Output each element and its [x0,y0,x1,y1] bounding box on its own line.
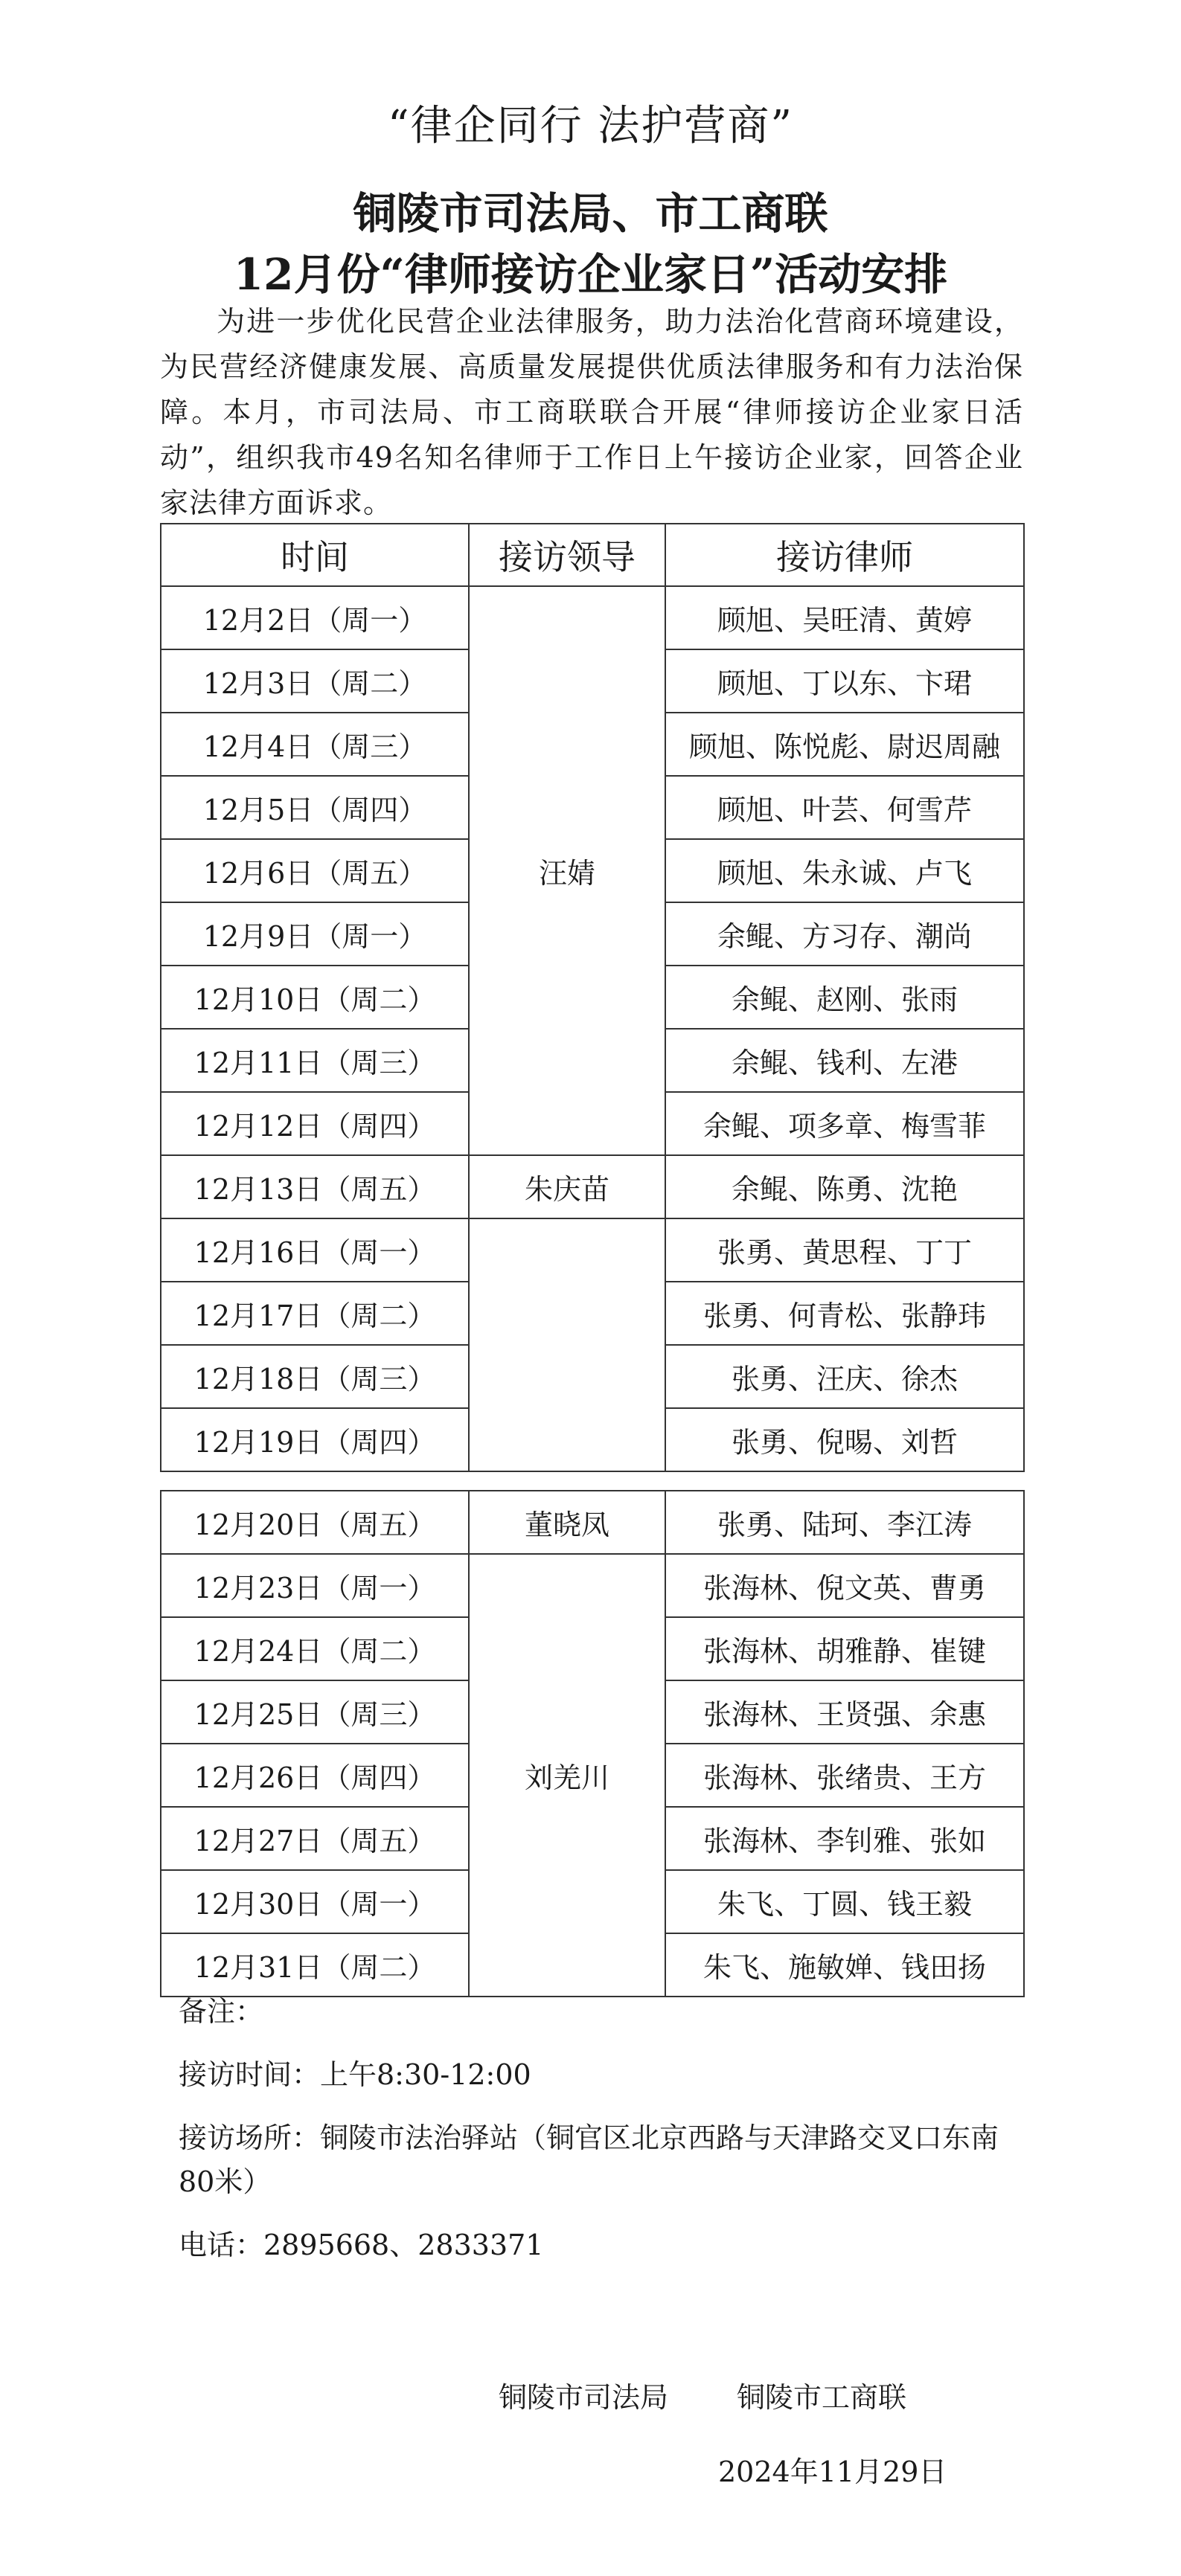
cell-lawyers: 顾旭、陈悦彪、尉迟周融 [665,713,1024,776]
cell-lawyers: 余鲲、方习存、潮尚 [665,902,1024,966]
cell-lawyers: 朱飞、施敏婵、钱田扬 [665,1933,1024,1997]
header-time: 时间 [161,524,469,586]
cell-lawyers: 顾旭、朱永诚、卢飞 [665,839,1024,902]
signature-org-commerce: 铜陵市工商联 [737,2381,907,2414]
cell-lawyers: 余鲲、赵刚、张雨 [665,966,1024,1029]
cell-lawyers: 张勇、何青松、张静玮 [665,1282,1024,1345]
notes-time: 接访时间：上午8:30-12:00 [179,2058,531,2091]
cell-date: 12月13日（周五） [161,1155,469,1218]
cell-date: 12月24日（周二） [161,1617,469,1680]
cell-date: 12月26日（周四） [161,1744,469,1807]
cell-leader: 朱庆苗 [469,1155,665,1218]
table-row [161,1218,1024,1282]
cell-leader [469,1218,665,1471]
cell-lawyers: 张海林、李钊雅、张如 [665,1807,1024,1870]
notes-phone: 电话：2895668、2833371 [179,2229,544,2261]
cell-date: 12月18日（周三） [161,1345,469,1408]
notes-place: 接访场所：铜陵市法治驿站（铜官区北京西路与天津路交叉口东南80米） [179,2121,999,2198]
cell-lawyers: 张勇、倪晹、刘哲 [665,1408,1024,1471]
table-row [161,1554,1024,1617]
cell-date: 12月25日（周三） [161,1680,469,1744]
table-row [161,1155,1024,1218]
cell-date: 12月11日（周三） [161,1029,469,1092]
header-leader: 接访领导 [469,524,665,586]
signature-orgs [499,2374,906,2415]
intro-paragraph: 为进一步优化民营企业法律服务，助力法治化营商环境建设，为民营经济健康发展、高质量发展提供优质法律服务和有力法治保障。本月，市司法局、市工商联联合开展“律师接访企业家日活动”，组织我市49名知名律师于工作日上午接访企业家，回答企业家法律方面诉求。 [160,305,1023,519]
cell-date: 12月23日（周一） [161,1554,469,1617]
notes-section [179,1990,1027,2287]
cell-lawyers: 张勇、陆珂、李江涛 [665,1491,1024,1554]
header-lawyers: 接访律师 [665,524,1024,586]
notes-label: 备注： [179,1995,264,2028]
cell-date: 12月17日（周二） [161,1282,469,1345]
cell-lawyers: 顾旭、丁以东、卞珺 [665,649,1024,713]
cell-date: 12月2日（周一） [161,586,469,649]
cell-date: 12月16日（周一） [161,1218,469,1282]
cell-lawyers: 张海林、胡雅静、崔键 [665,1617,1024,1680]
schedule-table-part-1 [160,523,1025,1472]
table-header-row [161,524,1024,586]
cell-date: 12月4日（周三） [161,713,469,776]
signature-date: 2024年11月29日 [718,2455,947,2488]
title-line-1: 铜陵市司法局、市工商联 [353,188,828,239]
cell-leader: 董晓凤 [469,1491,665,1554]
cell-date: 12月30日（周一） [161,1870,469,1933]
cell-date: 12月6日（周五） [161,839,469,902]
table-row [161,586,1024,649]
table-row [161,1491,1024,1554]
cell-lawyers: 余鲲、陈勇、沈艳 [665,1155,1024,1218]
cell-date: 12月10日（周二） [161,966,469,1029]
cell-lawyers: 张海林、王贤强、余惠 [665,1680,1024,1744]
cell-lawyers: 顾旭、叶芸、何雪芹 [665,776,1024,839]
cell-leader: 刘羌川 [469,1554,665,1997]
cell-lawyers: 余鲲、项多章、梅雪菲 [665,1092,1024,1155]
schedule-table-part-2 [160,1490,1025,1997]
cell-lawyers: 顾旭、吴旺清、黄婷 [665,586,1024,649]
cell-date: 12月19日（周四） [161,1408,469,1471]
cell-date: 12月12日（周四） [161,1092,469,1155]
cell-date: 12月31日（周二） [161,1933,469,1997]
cell-date: 12月9日（周一） [161,902,469,966]
cell-date: 12月5日（周四） [161,776,469,839]
cell-lawyers: 朱飞、丁圆、钱王毅 [665,1870,1024,1933]
cell-date: 12月27日（周五） [161,1807,469,1870]
signature-org-justice: 铜陵市司法局 [499,2381,669,2414]
slogan: “律企同行 法护营商” [387,102,794,150]
cell-lawyers: 余鲲、钱利、左港 [665,1029,1024,1092]
cell-date: 12月20日（周五） [161,1491,469,1554]
cell-lawyers: 张勇、黄思程、丁丁 [665,1218,1024,1282]
cell-lawyers: 张海林、张绪贵、王方 [665,1744,1024,1807]
cell-leader: 汪婧 [469,586,665,1155]
cell-date: 12月3日（周二） [161,649,469,713]
title-line-2: 12月份“律师接访企业家日”活动安排 [233,249,948,300]
cell-lawyers: 张勇、汪庆、徐杰 [665,1345,1024,1408]
cell-lawyers: 张海林、倪文英、曹勇 [665,1554,1024,1617]
